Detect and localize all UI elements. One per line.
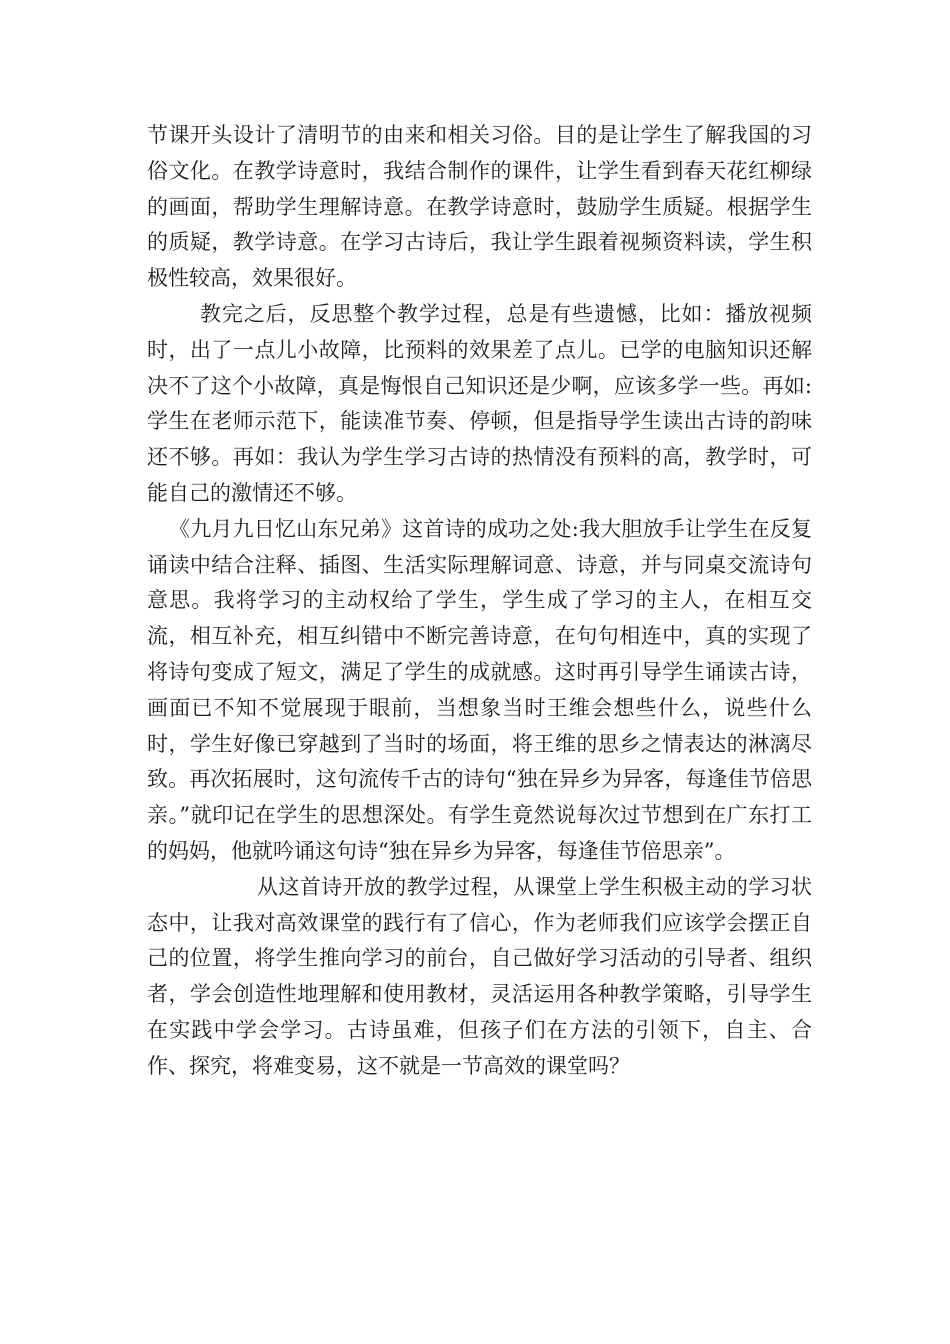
paragraph-4: 从这首诗开放的教学过程，从课堂上学生积极主动的学习状态中，让我对高效课堂的践行有了信心，作为老师我们应该学会摆正自己的位置，将学生推向学习的前台，自己做好学习活动的引导者、组织者，学会创造性地理解和使用教材，灵活运用各种教学策略，引导学生在实践中学会学习。古诗虽难，但孩子们在方法的引领下，自主、合作、探究，将难变易，这不就是一节高效的课堂吗？	[147, 874, 812, 1078]
paragraph-1: 节课开头设计了清明节的由来和相关习俗。目的是让学生了解我国的习俗文化。在教学诗意时，我结合制作的课件，让学生看到春天花红柳绿的画面，帮助学生理解诗意。在教学诗意时，鼓励学生质疑。根据学生的质疑，教学诗意。在学习古诗后，我让学生跟着视频资料读，学生积极性较高，效果很好。	[147, 123, 812, 291]
paragraph-2: 教完之后，反思整个教学过程，总是有些遗憾，比如：播放视频时，出了一点儿小故障，比预料的效果差了点儿。已学的电脑知识还解决不了这个小故障，真是悔恨自己知识还是少啊，应该多学一些。再如:学生在老师示范下，能读准节奏、停顿，但是指导学生读出古诗的韵味还不够。再如：我认为学生学习古诗的热情没有预料的高，教学时，可能自己的激情还不够。	[147, 301, 812, 505]
body-text	[147, 118, 812, 1085]
paragraph-3: 《九月九日忆山东兄弟》这首诗的成功之处:我大胆放手让学生在反复诵读中结合注释、插图、生活实际理解词意、诗意，并与同桌交流诗句意思。我将学习的主动权给了学生，学生成了学习的主人，在相互交流，相互补充，相互纠错中不断完善诗意，在句句相连中，真的实现了将诗句变成了短文，满足了学生的成就感。这时再引导学生诵读古诗，画面已不知不觉展现于眼前，当想象当时王维会想些什么，说些什么时，学生好像已穿越到了当时的场面，将王维的思乡之情表达的淋漓尽致。再次拓展时，这句流传千古的诗句“独在异乡为异客，每逢佳节倍思亲。”就印记在学生的思想深处。有学生竟然说每次过节想到在广东打工的妈妈，他就吟诵这句诗“独在异乡为异客，每逢佳节倍思亲”。	[147, 516, 812, 863]
